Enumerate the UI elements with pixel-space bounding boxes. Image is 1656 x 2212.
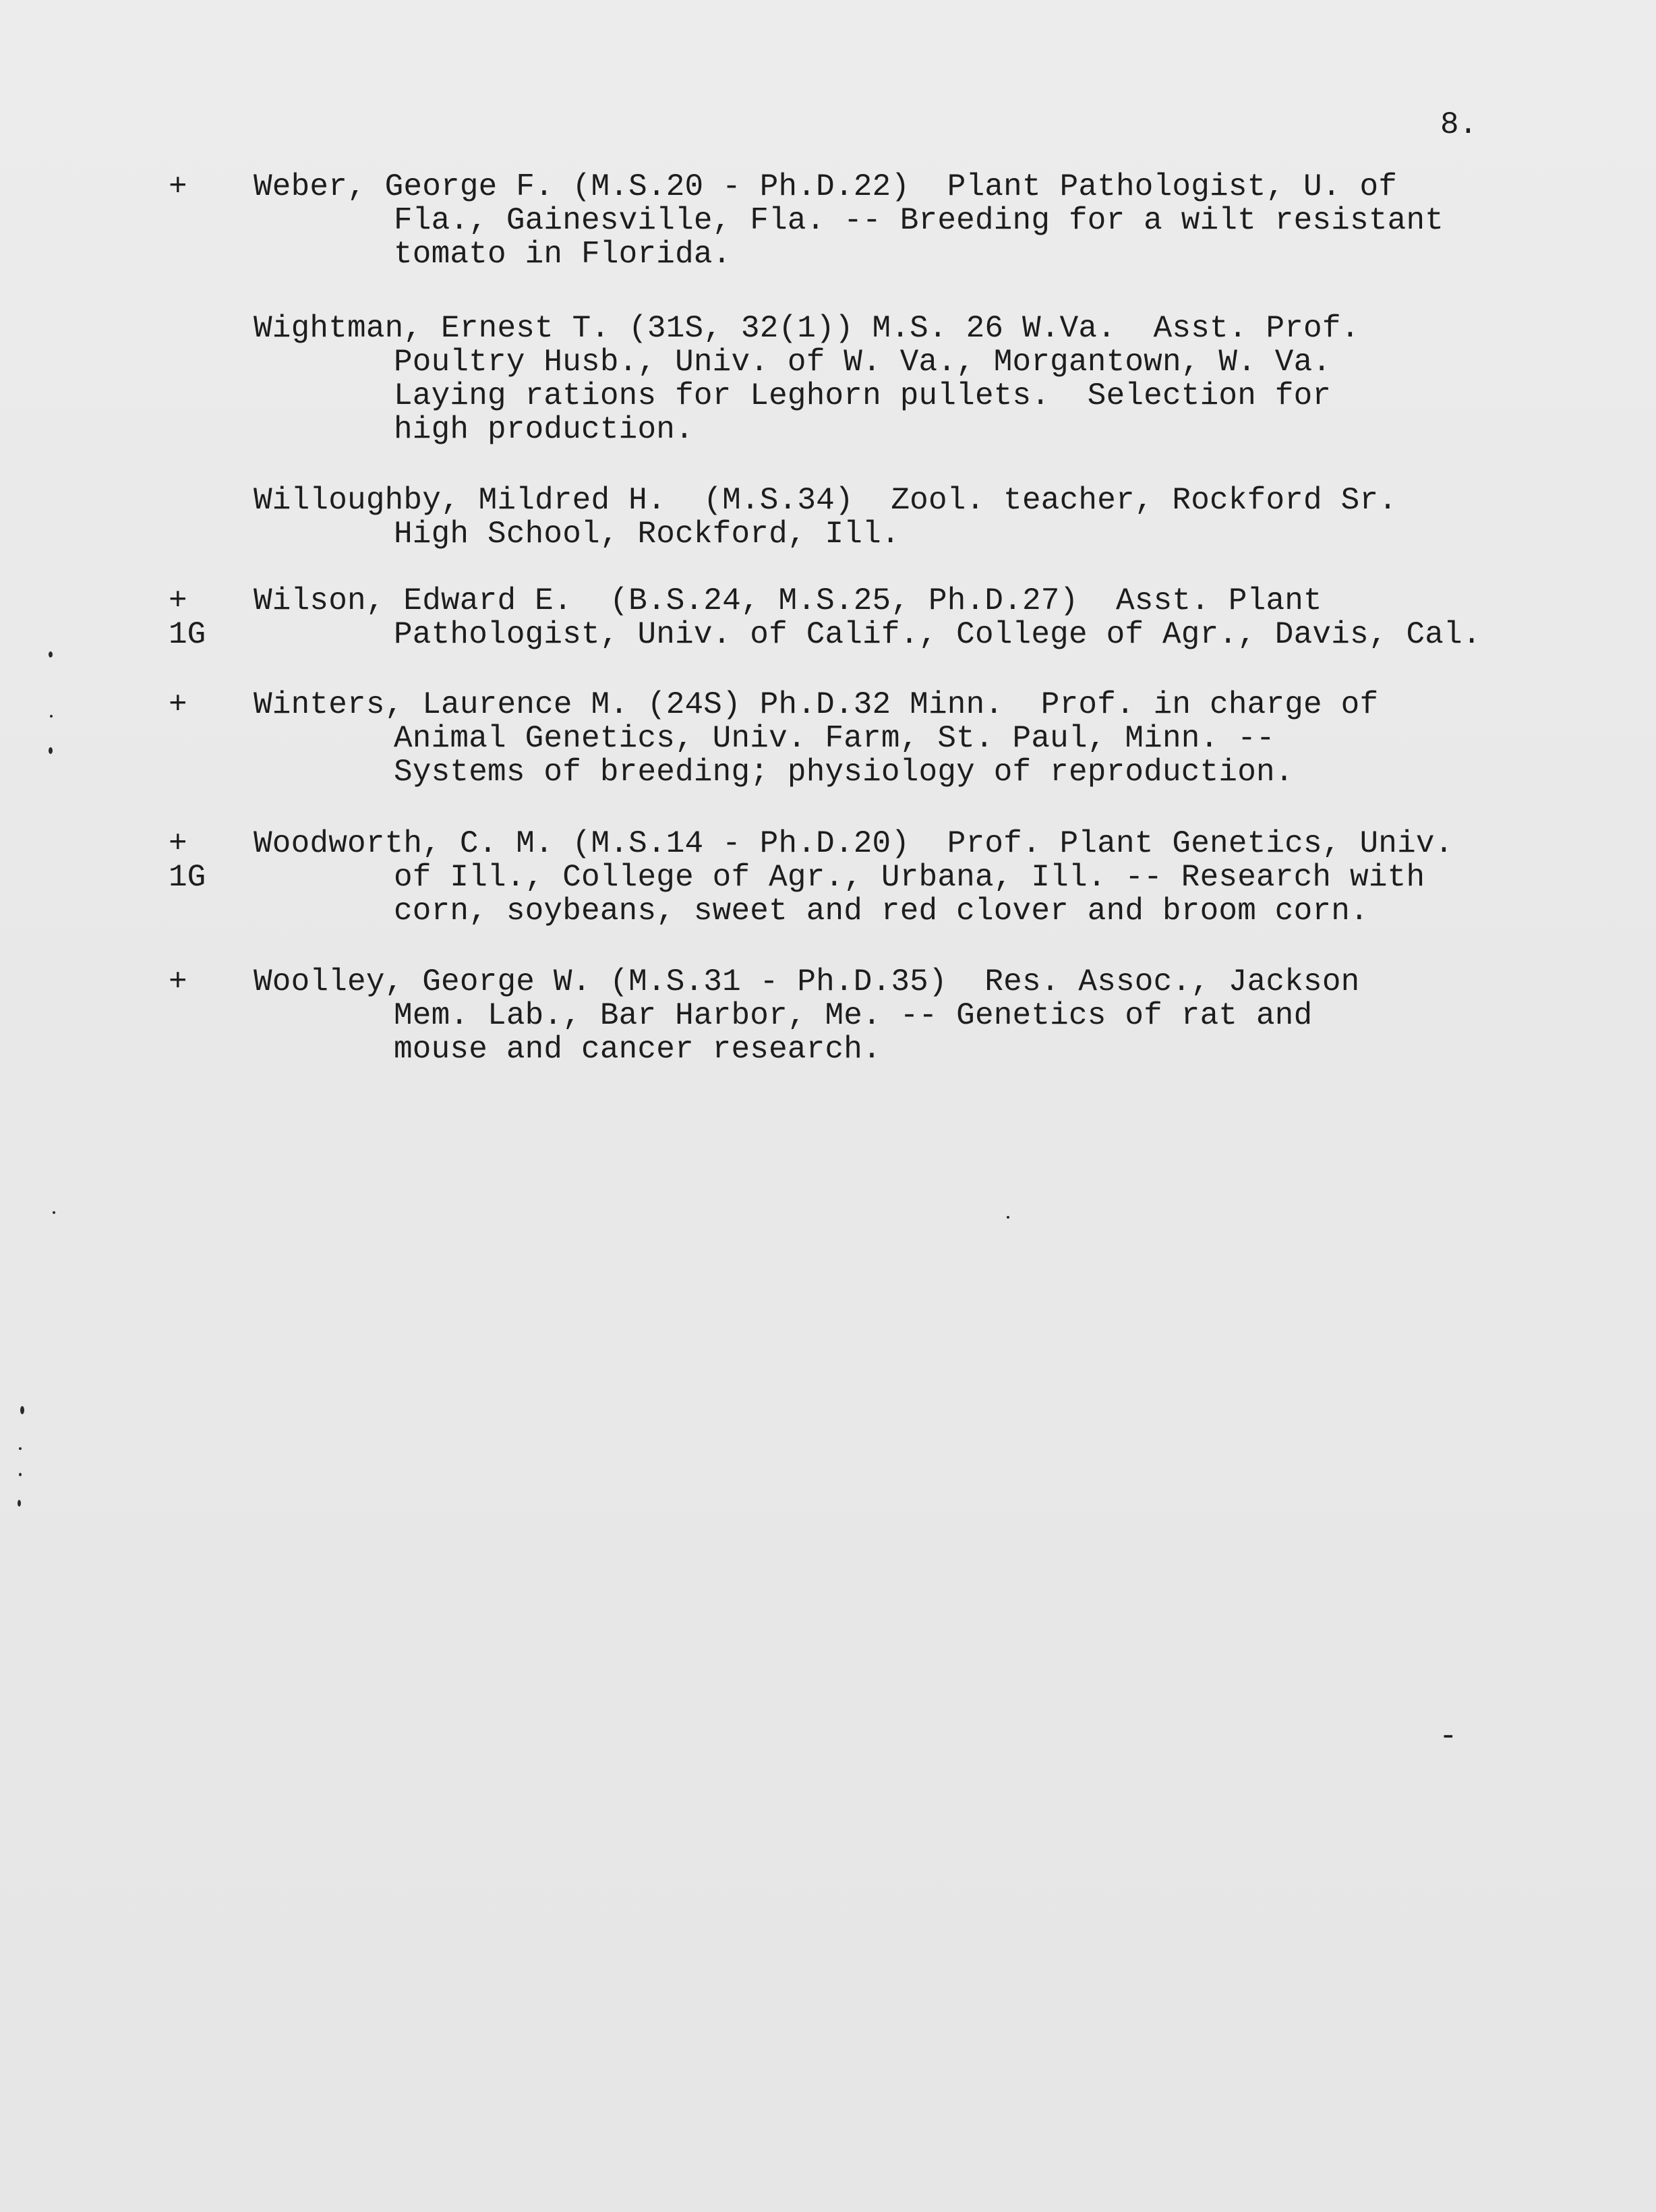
entry-line: Mem. Lab., Bar Harbor, Me. -- Genetics of rat and — [394, 998, 1313, 1033]
entry-marker: + — [169, 964, 187, 999]
entry-marker: + — [169, 169, 187, 204]
entry-line: tomato in Florida. — [394, 237, 732, 272]
entry-line: Winters, Laurence M. (24S) Ph.D.32 Minn. Prof. in charge of — [254, 687, 1379, 722]
entry-line: Laying rations for Leghorn pullets. Selection for — [394, 378, 1332, 413]
entry-line: Wilson, Edward E. (B.S.24, M.S.25, Ph.D.27) Asst. Plant — [254, 583, 1322, 618]
entry-line: Woolley, George W. (M.S.31 - Ph.D.35) Res. Assoc., Jackson — [254, 964, 1360, 999]
entry-line: Animal Genetics, Univ. Farm, St. Paul, Minn. -- — [394, 721, 1275, 756]
entry-line: Weber, George F. (M.S.20 - Ph.D.22) Plant Pathologist, U. of — [254, 169, 1398, 204]
entry-line: Fla., Gainesville, Fla. -- Breeding for a wilt resistant — [394, 203, 1444, 238]
entry-line: corn, soybeans, sweet and red clover and broom corn. — [394, 894, 1369, 929]
scan-speck — [1007, 1216, 1009, 1219]
entry-marker: + — [169, 583, 187, 618]
entry-marker: 1G — [169, 860, 206, 895]
entry-line: Systems of breeding; physiology of reproduction. — [394, 755, 1294, 790]
scan-speck — [20, 1406, 24, 1414]
entry-line: Wightman, Ernest T. (31S, 32(1)) M.S. 26 W.Va. Asst. Prof. — [254, 311, 1360, 346]
entry-line: Pathologist, Univ. of Calif., College of Agr., Davis, Cal. — [394, 617, 1481, 652]
scan-speck — [19, 1447, 22, 1450]
entry-line: mouse and cancer research. — [394, 1032, 881, 1067]
scan-speck — [19, 1473, 22, 1476]
entry-marker: + — [169, 687, 187, 722]
entry-line: high production. — [394, 412, 694, 447]
scan-speck — [53, 1211, 55, 1214]
scan-speck — [18, 1500, 21, 1507]
page-number: 8. — [1440, 107, 1478, 142]
scan-speck — [49, 651, 53, 658]
entry-marker: + — [169, 826, 187, 861]
entry-marker: 1G — [169, 617, 206, 652]
entry-line: of Ill., College of Agr., Urbana, Ill. -- Research with — [394, 860, 1425, 895]
entry-line: Willoughby, Mildred H. (M.S.34) Zool. teacher, Rockford Sr. — [254, 483, 1398, 518]
scan-speck — [50, 715, 53, 718]
entry-line: Woodworth, C. M. (M.S.14 - Ph.D.20) Prof. Plant Genetics, Univ. — [254, 826, 1454, 861]
scan-speck — [49, 747, 53, 754]
entry-line: High School, Rockford, Ill. — [394, 517, 900, 552]
footer-mark: - — [1439, 1719, 1458, 1754]
entry-line: Poultry Husb., Univ. of W. Va., Morgantown, W. Va. — [394, 345, 1332, 380]
